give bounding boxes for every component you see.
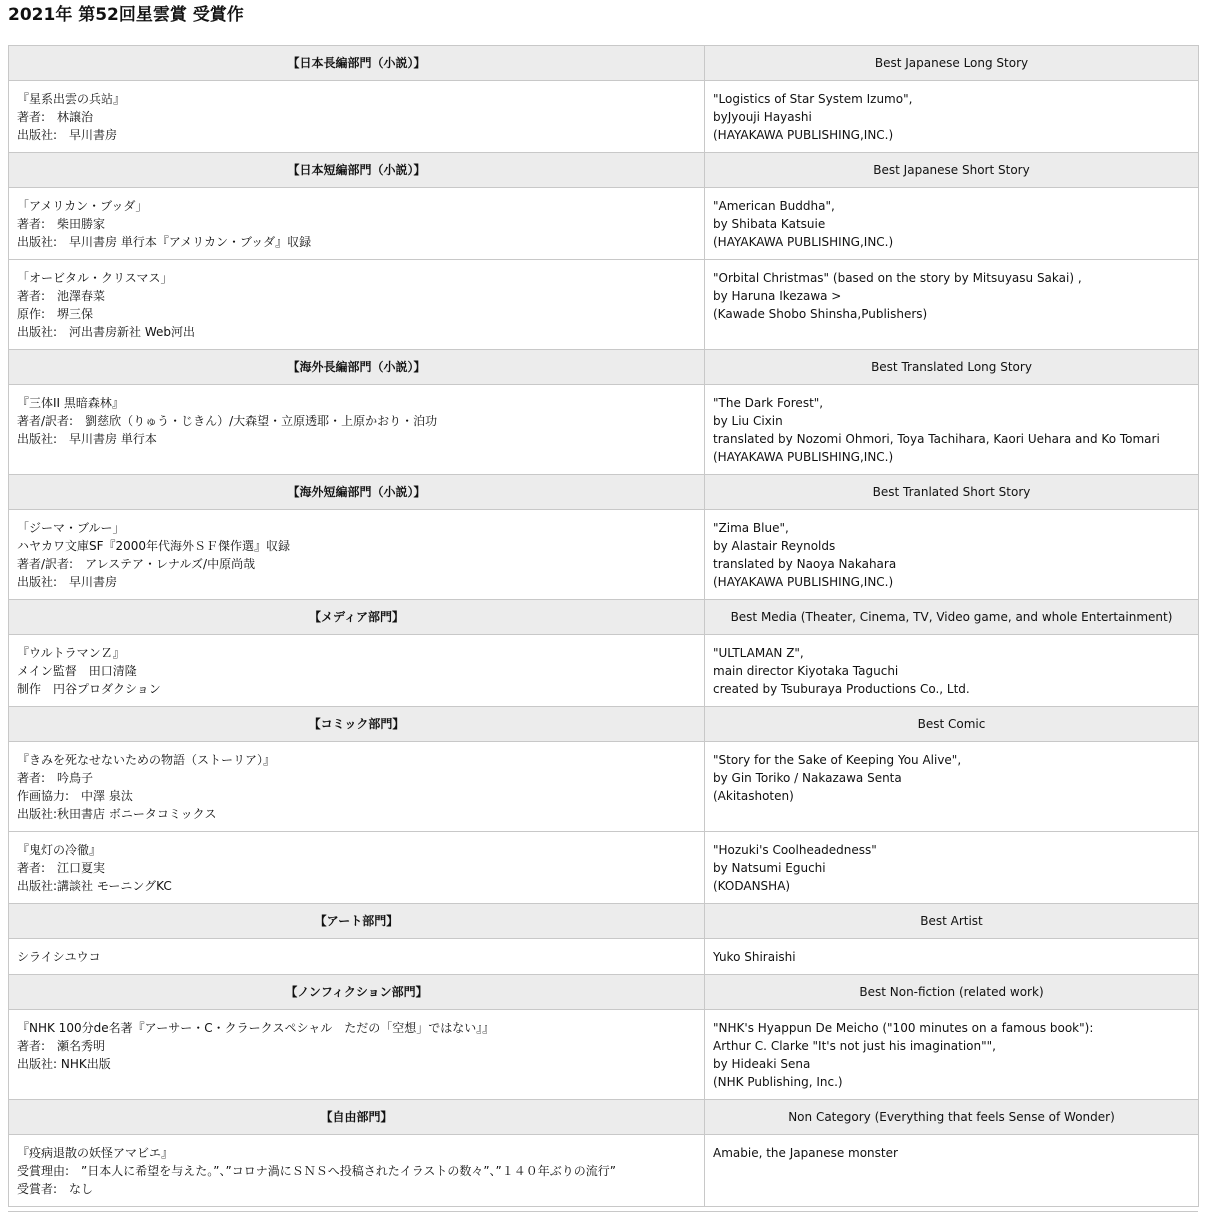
entry-line: (NHK Publishing, Inc.): [713, 1075, 843, 1089]
category-header-row: [9, 350, 1199, 385]
entry-line: 著者: 江口夏実: [17, 861, 106, 875]
entry-line: 出版社: 早川書房 単行本『アメリカン・ブッダ』収録: [17, 235, 312, 249]
entry-details-en: [705, 385, 1199, 475]
entry-line: 著者: 池澤春菜: [17, 289, 106, 303]
entry-line: Yuko Shiraishi: [713, 950, 796, 964]
entry-line: (HAYAKAWA PUBLISHING,INC.): [713, 575, 894, 589]
entry-line: by Gin Toriko / Nakazawa Senta: [713, 771, 902, 785]
entry-line: 「ジーマ・ブルー」: [17, 521, 125, 535]
entry-line: by Shibata Katsuie: [713, 217, 826, 231]
entry-line: (HAYAKAWA PUBLISHING,INC.): [713, 235, 894, 249]
entry-details-en: [705, 260, 1199, 350]
entry-line: 『三体II 黒暗森林』: [17, 396, 124, 410]
entry-line: 著者/訳者: 劉慈欣（りゅう・じきん）/大森望・立原透耶・上原かおり・泊功: [17, 414, 438, 428]
entry-line: 出版社: 河出書房新社 Web河出: [17, 325, 196, 339]
category-title-en: Non Category (Everything that feels Sense of Wonder): [705, 1100, 1199, 1135]
entry-line: by Alastair Reynolds: [713, 539, 836, 553]
entry-line: 受賞者: なし: [17, 1182, 94, 1196]
entry-details-ja: [9, 81, 705, 153]
entry-line: 受賞理由: ”日本人に希望を与えた。”、”コロナ渦にＳＮＳへ投稿されたイラストの数々”、”１４０年ぶりの流行”: [17, 1164, 616, 1178]
category-title-ja: 【海外長編部門（小説）】: [9, 350, 705, 385]
category-title-ja: 【日本短編部門（小説）】: [9, 153, 705, 188]
award-entry-row: [9, 1135, 1199, 1207]
entry-details-ja: [9, 635, 705, 707]
category-header-row: [9, 475, 1199, 510]
entry-line: (HAYAKAWA PUBLISHING,INC.): [713, 128, 894, 142]
entry-details-en: [705, 1010, 1199, 1100]
entry-line: (KODANSHA): [713, 879, 791, 893]
entry-line: 原作: 堺三保: [17, 307, 94, 321]
entry-details-ja: [9, 510, 705, 600]
entry-line: (Kawade Shobo Shinsha,Publishers): [713, 307, 928, 321]
entry-line: 『ウルトラマンＺ』: [17, 646, 125, 660]
entry-details-ja: [9, 1010, 705, 1100]
entry-line: Amabie, the Japanese monster: [713, 1146, 898, 1160]
entry-line: "The Dark Forest",: [713, 396, 824, 410]
award-entry-row: [9, 385, 1199, 475]
entry-details-en: [705, 742, 1199, 832]
category-title-ja: 【ノンフィクション部門】: [9, 975, 705, 1010]
entry-line: "Hozuki's Coolheadedness": [713, 843, 877, 857]
entry-line: 『NHK 100分de名著『アーサー・C・クラークスペシャル ただの「空想」ではない』』: [17, 1021, 495, 1035]
category-header-row: [9, 600, 1199, 635]
entry-line: 著者: 柴田勝家: [17, 217, 106, 231]
entry-line: 作画協力: 中澤 泉汰: [17, 789, 133, 803]
entry-line: Arthur C. Clarke "It's not just his imagination"",: [713, 1039, 996, 1053]
category-title-ja: 【海外短編部門（小説）】: [9, 475, 705, 510]
category-title-en: Best Japanese Long Story: [705, 46, 1199, 81]
category-title-en: Best Non-fiction (related work): [705, 975, 1199, 1010]
bottom-divider: [8, 1211, 1198, 1212]
entry-line: 『星系出雲の兵站』: [17, 92, 126, 106]
category-title-en: Best Artist: [705, 904, 1199, 939]
entry-details-ja: [9, 1135, 705, 1207]
entry-line: 出版社:秋田書店 ボニータコミックス: [17, 807, 217, 821]
entry-line: translated by Nozomi Ohmori, Toya Tachihara, Kaori Uehara and Ko Tomari: [713, 432, 1160, 446]
entry-details-en: [705, 510, 1199, 600]
entry-line: 「アメリカン・ブッダ」: [17, 199, 148, 213]
entry-line: 著者: 林譲治: [17, 110, 94, 124]
entry-details-ja: [9, 260, 705, 350]
award-entry-row: [9, 510, 1199, 600]
entry-line: 出版社: 早川書房: [17, 575, 118, 589]
entry-line: 出版社: NHK出版: [17, 1057, 111, 1071]
entry-line: 著者/訳者: アレステア・レナルズ/中原尚哉: [17, 557, 256, 571]
entry-line: "Orbital Christmas" (based on the story by Mitsuyasu Sakai) ,: [713, 271, 1082, 285]
award-entry-row: [9, 742, 1199, 832]
page-title: 2021年 第52回星雲賞 受賞作: [8, 5, 244, 25]
award-entry-row: [9, 81, 1199, 153]
category-title-en: Best Comic: [705, 707, 1199, 742]
entry-line: by Liu Cixin: [713, 414, 783, 428]
entry-line: "American Buddha",: [713, 199, 835, 213]
award-entry-row: [9, 635, 1199, 707]
entry-line: 出版社: 早川書房 単行本: [17, 432, 157, 446]
entry-line: (Akitashoten): [713, 789, 794, 803]
entry-line: 『鬼灯の冷徹』: [17, 843, 102, 857]
category-title-ja: 【メディア部門】: [9, 600, 705, 635]
entry-line: by Haruna Ikezawa >: [713, 289, 842, 303]
category-title-en: Best Tranlated Short Story: [705, 475, 1199, 510]
category-header-row: [9, 153, 1199, 188]
entry-line: byJyouji Hayashi: [713, 110, 812, 124]
category-title-ja: 【自由部門】: [9, 1100, 705, 1135]
award-entry-row: [9, 939, 1199, 975]
awards-table: [8, 45, 1199, 1207]
entry-line: 『疫病退散の妖怪アマビエ』: [17, 1146, 174, 1160]
entry-details-en: [705, 635, 1199, 707]
entry-details-ja: [9, 385, 705, 475]
entry-line: "Story for the Sake of Keeping You Alive",: [713, 753, 962, 767]
entry-line: 「オービタル・クリスマス」: [17, 271, 173, 285]
award-entry-row: [9, 832, 1199, 904]
category-title-en: Best Japanese Short Story: [705, 153, 1199, 188]
award-entry-row: [9, 188, 1199, 260]
entry-line: 著者: 吟鳥子: [17, 771, 94, 785]
entry-line: 出版社: 早川書房: [17, 128, 118, 142]
entry-line: 『きみを死なせないための物語（ストーリア）』: [17, 753, 276, 767]
entry-line: メイン監督 田口清隆: [17, 664, 137, 678]
entry-details-en: [705, 939, 1199, 975]
category-title-ja: 【コミック部門】: [9, 707, 705, 742]
entry-line: 著者: 瀬名秀明: [17, 1039, 106, 1053]
entry-details-ja: [9, 832, 705, 904]
category-title-en: Best Media (Theater, Cinema, TV, Video game, and whole Entertainment): [705, 600, 1199, 635]
category-header-row: [9, 1100, 1199, 1135]
entry-details-en: [705, 1135, 1199, 1207]
category-header-row: [9, 904, 1199, 939]
entry-details-en: [705, 188, 1199, 260]
entry-details-ja: [9, 742, 705, 832]
entry-line: by Hideaki Sena: [713, 1057, 811, 1071]
award-entry-row: [9, 260, 1199, 350]
entry-line: 出版社:講談社 モーニングKC: [17, 879, 172, 893]
entry-line: ハヤカワ文庫SF『2000年代海外ＳＦ傑作選』収録: [17, 539, 291, 553]
entry-details-ja: [9, 188, 705, 260]
entry-details-en: [705, 832, 1199, 904]
entry-line: 制作 円谷プロダクション: [17, 682, 161, 696]
entry-details-ja: [9, 939, 705, 975]
entry-line: by Natsumi Eguchi: [713, 861, 826, 875]
entry-line: "NHK's Hyappun De Meicho ("100 minutes on a famous book"):: [713, 1021, 1094, 1035]
entry-line: translated by Naoya Nakahara: [713, 557, 897, 571]
award-entry-row: [9, 1010, 1199, 1100]
category-title-ja: 【アート部門】: [9, 904, 705, 939]
entry-line: "Logistics of Star System Izumo",: [713, 92, 913, 106]
category-header-row: [9, 46, 1199, 81]
entry-line: "ULTLAMAN Z",: [713, 646, 804, 660]
entry-line: main director Kiyotaka Taguchi: [713, 664, 899, 678]
category-title-en: Best Translated Long Story: [705, 350, 1199, 385]
entry-line: "Zima Blue",: [713, 521, 789, 535]
entry-line: シライシユウコ: [17, 950, 101, 964]
category-header-row: [9, 707, 1199, 742]
entry-line: created by Tsuburaya Productions Co., Ltd.: [713, 682, 970, 696]
category-header-row: [9, 975, 1199, 1010]
entry-details-en: [705, 81, 1199, 153]
entry-line: (HAYAKAWA PUBLISHING,INC.): [713, 450, 894, 464]
category-title-ja: 【日本長編部門（小説）】: [9, 46, 705, 81]
awards-table-body: [9, 46, 1199, 1207]
